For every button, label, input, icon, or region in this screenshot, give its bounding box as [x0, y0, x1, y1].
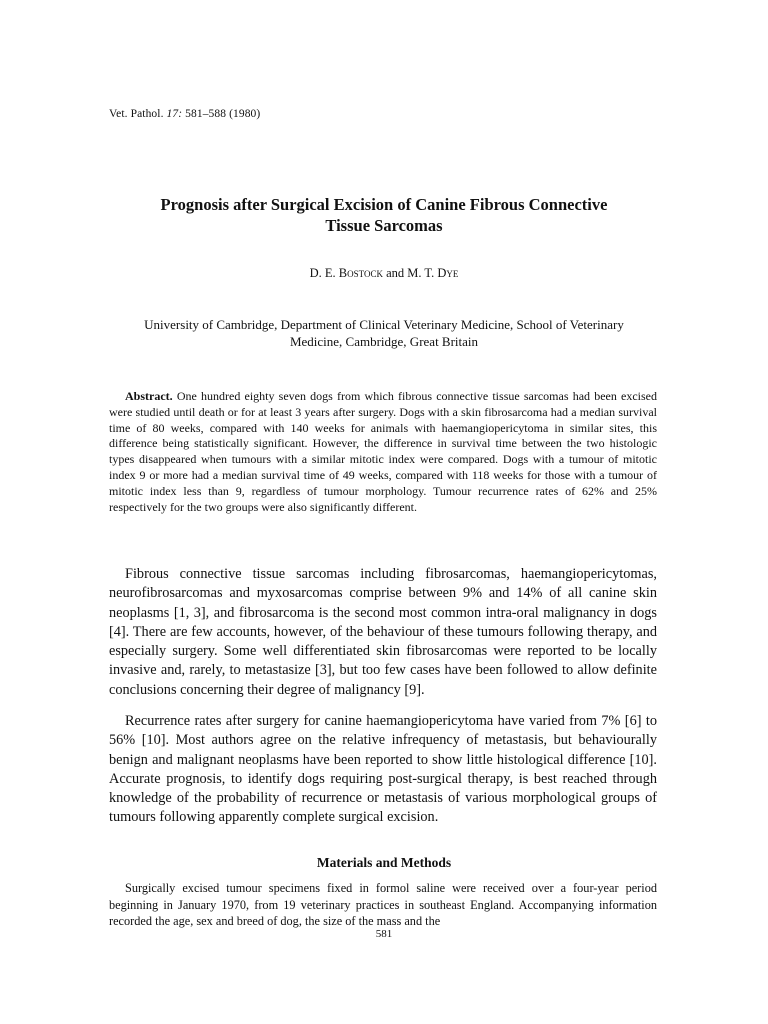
author-list: [0, 266, 768, 281]
author-1: D. E. Bostock: [309, 266, 383, 280]
journal-citation: [109, 108, 260, 120]
abstract-label: Abstract.: [125, 389, 173, 403]
journal-name: Vet. Pathol.: [109, 108, 164, 120]
affiliation-line-2: Medicine, Cambridge, Great Britain: [289, 334, 479, 349]
abstract-text: One hundred eighty seven dogs from which fibrous connective tissue sarcomas had been excised were studied until death or for at least 3 years after surgery. Dogs with a skin fibrosarcoma had a median survival time of 80 weeks, compared with 140 weeks for animals with haemangiopericytoma in similar sites, this difference being statistically significant. However, the difference in survival time between the two histologic types disappeared when tumours with a similar mitotic index were compared. Dogs with a tumour of mitotic index 9 or more had a median survival time of 49 weeks, compared with 118 weeks for those with a tumour of mitotic index less than 9, regardless of tumour morphology. Tumour recurrence rates of 62% and 25% respectively for the two groups were also significantly different.: [109, 389, 658, 514]
article-title-line-2: Tissue Sarcomas: [325, 216, 443, 235]
author-affiliation: [100, 316, 668, 350]
page-number: 581: [375, 928, 393, 940]
journal-volume: 17:: [166, 108, 183, 120]
journal-pages-year: 581–588 (1980): [185, 108, 261, 120]
methods-paragraph: Surgically excised tumour specimens fixed in formol saline were received over a four-year period beginning in January 1970, from 19 veterinary practices in southeast England. Accompanying information recorded the age, sex and breed of dog, the size of the mass and the: [109, 881, 657, 928]
article-title-line-1: Prognosis after Surgical Excision of Canine Fibrous Connective: [160, 195, 608, 214]
section-heading-materials-methods: Materials and Methods: [316, 855, 452, 870]
affiliation-line-1: University of Cambridge, Department of Clinical Veterinary Medicine, School of Veterinary: [144, 317, 624, 332]
author-connector: and: [386, 266, 405, 280]
body-paragraph-1: Fibrous connective tissue sarcomas including fibrosarcomas, haemangiopericytomas, neurofibrosarcomas and myxosarcomas comprise between 9% and 14% of all canine skin neoplasms [1, 3], and fibrosarcoma is the second most common intra-oral malignancy in dogs [4]. There are few accounts, however, of the behaviour of these tumours following therapy, and especially surgery. Some well differentiated skin fibrosarcomas were reported to be locally invasive and, rarely, to metastasize [3], but too few cases have been followed to allow definite conclusions concerning their degree of malignancy [9].: [109, 566, 657, 698]
article-title: [0, 194, 768, 236]
body-paragraph-2: Recurrence rates after surgery for canine haemangiopericytoma have varied from 7% [6] to 56% [10]. Most authors agree on the relative infrequency of metastasis, but behaviourally benign and malignant neoplasms have been reported to show little histological difference [10]. Accurate prognosis, to identify dogs requiring post-surgical therapy, is best reached through knowledge of the probability of recurrence or metastasis of various morphological groups of tumours following apparently complete surgical excision.: [109, 713, 657, 826]
abstract: [109, 389, 657, 515]
author-2: M. T. Dye: [407, 266, 459, 280]
